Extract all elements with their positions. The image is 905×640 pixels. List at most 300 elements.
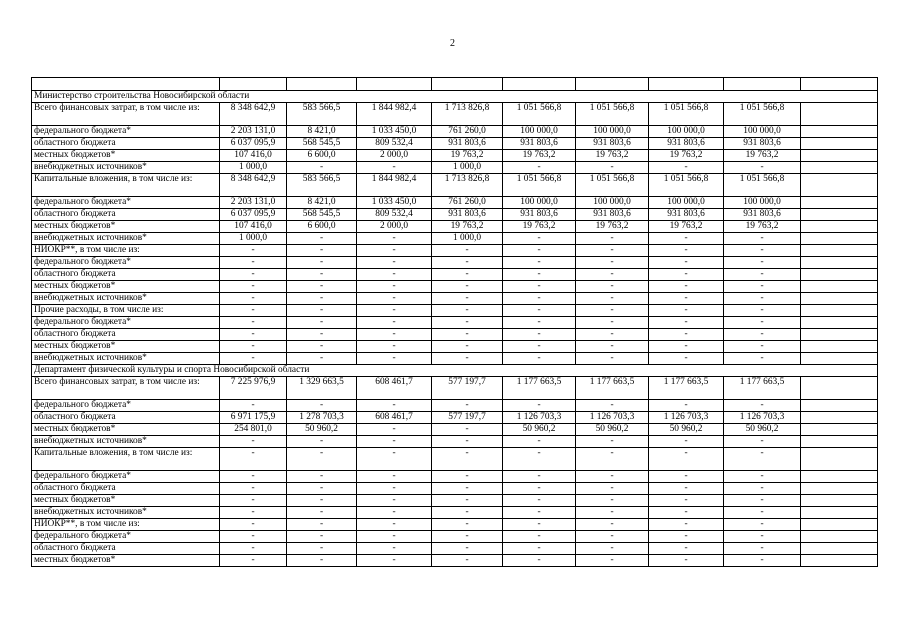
value-cell: - <box>724 305 801 317</box>
value-cell: - <box>432 400 503 412</box>
value-cell <box>801 341 878 353</box>
value-cell: - <box>220 281 287 293</box>
budget-table <box>31 77 878 567</box>
value-cell: - <box>220 400 287 412</box>
row-label: местных бюджетов* <box>32 281 220 293</box>
value-cell: - <box>649 269 724 281</box>
value-cell: - <box>220 293 287 305</box>
value-cell: 8 348 642,9 <box>220 174 287 197</box>
value-cell: 1 051 566,8 <box>576 103 649 126</box>
row-label: местных бюджетов* <box>32 495 220 507</box>
value-cell: - <box>220 436 287 448</box>
value-cell: - <box>649 257 724 269</box>
value-cell: 608 461,7 <box>357 377 432 400</box>
value-cell: - <box>287 400 357 412</box>
value-cell: - <box>503 305 576 317</box>
value-cell: - <box>649 233 724 245</box>
value-cell: - <box>357 281 432 293</box>
value-cell: - <box>724 531 801 543</box>
value-cell: 1 000,0 <box>432 233 503 245</box>
value-cell: 1 126 703,3 <box>576 412 649 424</box>
value-cell: 931 803,6 <box>432 209 503 221</box>
value-cell: 931 803,6 <box>649 138 724 150</box>
value-cell: - <box>432 495 503 507</box>
table-row <box>32 209 878 221</box>
value-cell: - <box>649 531 724 543</box>
value-cell: 1 177 663,5 <box>503 377 576 400</box>
value-cell: 1 844 982,4 <box>357 103 432 126</box>
value-cell: - <box>432 507 503 519</box>
table-row <box>32 436 878 448</box>
value-cell: - <box>503 257 576 269</box>
value-cell: - <box>287 257 357 269</box>
section-title: Министерство строительства Новосибирской области <box>32 91 878 103</box>
row-label: областного бюджета <box>32 269 220 281</box>
value-cell: - <box>220 519 287 531</box>
value-cell: - <box>724 555 801 567</box>
table-row <box>32 519 878 531</box>
value-cell: - <box>649 448 724 471</box>
row-label: областного бюджета <box>32 412 220 424</box>
value-cell: - <box>724 543 801 555</box>
value-cell: - <box>724 495 801 507</box>
section-title: Департамент физической культуры и спорта Новосибирской области <box>32 365 878 377</box>
value-cell: - <box>503 269 576 281</box>
row-label: федерального бюджета* <box>32 471 220 483</box>
value-cell <box>801 317 878 329</box>
value-cell: - <box>432 436 503 448</box>
value-cell: - <box>724 162 801 174</box>
value-cell: - <box>576 293 649 305</box>
value-cell <box>801 221 878 233</box>
value-cell: 1 000,0 <box>220 162 287 174</box>
row-label: федерального бюджета* <box>32 531 220 543</box>
value-cell: - <box>649 471 724 483</box>
table-row <box>32 555 878 567</box>
value-cell: - <box>576 531 649 543</box>
value-cell: - <box>357 293 432 305</box>
value-cell: 19 763,2 <box>432 150 503 162</box>
value-cell: - <box>432 257 503 269</box>
value-cell: 50 960,2 <box>287 424 357 436</box>
value-cell: - <box>503 519 576 531</box>
value-cell <box>801 412 878 424</box>
value-cell: 1 051 566,8 <box>724 103 801 126</box>
value-cell: - <box>649 507 724 519</box>
value-cell: - <box>357 424 432 436</box>
value-cell: - <box>649 341 724 353</box>
row-label: внебюджетных источников* <box>32 353 220 365</box>
row-label: федерального бюджета* <box>32 257 220 269</box>
row-label: местных бюджетов* <box>32 341 220 353</box>
value-cell: - <box>649 400 724 412</box>
value-cell: - <box>220 329 287 341</box>
row-label: федерального бюджета* <box>32 126 220 138</box>
value-cell: 2 000,0 <box>357 221 432 233</box>
value-cell: - <box>724 483 801 495</box>
table-header-row <box>32 78 878 91</box>
value-cell <box>801 329 878 341</box>
value-cell <box>801 424 878 436</box>
row-label: областного бюджета <box>32 138 220 150</box>
value-cell: - <box>724 281 801 293</box>
value-cell <box>801 377 878 400</box>
value-cell: - <box>724 329 801 341</box>
value-cell: 100 000,0 <box>649 126 724 138</box>
value-cell: - <box>503 293 576 305</box>
value-cell: 568 545,5 <box>287 138 357 150</box>
row-label: федерального бюджета* <box>32 317 220 329</box>
value-cell: 583 566,5 <box>287 174 357 197</box>
value-cell <box>801 245 878 257</box>
value-cell: - <box>724 317 801 329</box>
value-cell: - <box>432 519 503 531</box>
value-cell: - <box>649 293 724 305</box>
value-cell: - <box>287 269 357 281</box>
value-cell: - <box>432 483 503 495</box>
value-cell: - <box>287 531 357 543</box>
value-cell: - <box>220 257 287 269</box>
row-label: Капитальные вложения, в том числе из: <box>32 174 220 197</box>
table-row <box>32 495 878 507</box>
table-row <box>32 424 878 436</box>
value-cell: - <box>576 305 649 317</box>
value-cell: - <box>287 341 357 353</box>
value-cell: - <box>287 436 357 448</box>
value-cell: 100 000,0 <box>503 126 576 138</box>
value-cell: 19 763,2 <box>649 150 724 162</box>
value-cell: 1 126 703,3 <box>649 412 724 424</box>
value-cell: - <box>357 400 432 412</box>
value-cell: - <box>432 424 503 436</box>
value-cell <box>801 233 878 245</box>
value-cell: - <box>287 305 357 317</box>
value-cell: 931 803,6 <box>649 209 724 221</box>
value-cell: 100 000,0 <box>724 197 801 209</box>
value-cell: - <box>287 281 357 293</box>
value-cell: 931 803,6 <box>503 138 576 150</box>
section-header-row <box>32 91 878 103</box>
value-cell: 1 713 826,8 <box>432 103 503 126</box>
value-cell: 100 000,0 <box>649 197 724 209</box>
value-cell: 1 126 703,3 <box>503 412 576 424</box>
value-cell: - <box>576 245 649 257</box>
value-cell: 1 033 450,0 <box>357 197 432 209</box>
value-cell: 1 033 450,0 <box>357 126 432 138</box>
value-cell: 1 051 566,8 <box>649 103 724 126</box>
table-row <box>32 543 878 555</box>
value-cell: - <box>432 531 503 543</box>
value-cell: - <box>649 245 724 257</box>
value-cell: - <box>220 555 287 567</box>
value-cell: 19 763,2 <box>649 221 724 233</box>
value-cell: - <box>503 555 576 567</box>
value-cell <box>801 483 878 495</box>
value-cell: - <box>220 341 287 353</box>
value-cell: 1 177 663,5 <box>724 377 801 400</box>
value-cell: 19 763,2 <box>503 150 576 162</box>
value-cell <box>801 103 878 126</box>
table-row <box>32 400 878 412</box>
value-cell: - <box>432 471 503 483</box>
value-cell: - <box>357 495 432 507</box>
table-row <box>32 221 878 233</box>
value-cell <box>801 519 878 531</box>
value-cell: 583 566,5 <box>287 103 357 126</box>
value-cell: 6 600,0 <box>287 221 357 233</box>
value-cell: - <box>220 317 287 329</box>
value-cell: 2 000,0 <box>357 150 432 162</box>
value-cell: - <box>576 233 649 245</box>
row-label: внебюджетных источников* <box>32 507 220 519</box>
value-cell: 1 713 826,8 <box>432 174 503 197</box>
value-cell: - <box>576 555 649 567</box>
value-cell: 1 177 663,5 <box>649 377 724 400</box>
value-cell: 254 801,0 <box>220 424 287 436</box>
value-cell: 931 803,6 <box>724 209 801 221</box>
value-cell: 19 763,2 <box>576 221 649 233</box>
section-header-row <box>32 365 878 377</box>
value-cell: - <box>357 257 432 269</box>
value-cell: - <box>503 436 576 448</box>
value-cell: - <box>357 162 432 174</box>
table-row <box>32 281 878 293</box>
value-cell: - <box>432 353 503 365</box>
row-label: НИОКР**, в том числе из: <box>32 245 220 257</box>
value-cell: - <box>576 162 649 174</box>
value-cell: - <box>287 448 357 471</box>
value-cell: - <box>576 269 649 281</box>
value-cell: - <box>287 519 357 531</box>
table-row <box>32 150 878 162</box>
value-cell: 1 000,0 <box>220 233 287 245</box>
value-cell: - <box>357 448 432 471</box>
row-label: внебюджетных источников* <box>32 162 220 174</box>
value-cell: - <box>287 507 357 519</box>
value-cell: - <box>649 519 724 531</box>
value-cell: - <box>649 543 724 555</box>
value-cell: - <box>576 483 649 495</box>
value-cell: 100 000,0 <box>576 126 649 138</box>
value-cell: - <box>724 436 801 448</box>
value-cell: 761 260,0 <box>432 126 503 138</box>
value-cell: - <box>432 293 503 305</box>
value-cell: - <box>432 269 503 281</box>
value-cell <box>801 471 878 483</box>
value-cell: 7 225 976,9 <box>220 377 287 400</box>
value-cell: 50 960,2 <box>724 424 801 436</box>
table-row <box>32 448 878 471</box>
value-cell <box>801 353 878 365</box>
row-label: внебюджетных источников* <box>32 436 220 448</box>
value-cell: 1 000,0 <box>432 162 503 174</box>
value-cell <box>801 543 878 555</box>
row-label: Прочие расходы, в том числе из: <box>32 305 220 317</box>
row-label: областного бюджета <box>32 209 220 221</box>
table-row <box>32 269 878 281</box>
table-row <box>32 341 878 353</box>
value-cell: - <box>287 329 357 341</box>
value-cell: - <box>220 305 287 317</box>
value-cell: - <box>649 305 724 317</box>
value-cell: - <box>724 471 801 483</box>
value-cell: - <box>357 353 432 365</box>
value-cell: - <box>503 471 576 483</box>
value-cell: 8 421,0 <box>287 126 357 138</box>
table-row <box>32 103 878 126</box>
value-cell: - <box>649 436 724 448</box>
value-cell: 1 051 566,8 <box>503 174 576 197</box>
table-row <box>32 353 878 365</box>
value-cell: - <box>432 341 503 353</box>
value-cell: 1 051 566,8 <box>649 174 724 197</box>
row-label: НИОКР**, в том числе из: <box>32 519 220 531</box>
value-cell: - <box>576 353 649 365</box>
value-cell: - <box>724 448 801 471</box>
value-cell: - <box>432 245 503 257</box>
value-cell: - <box>287 353 357 365</box>
value-cell: - <box>649 353 724 365</box>
value-cell: 1 329 663,5 <box>287 377 357 400</box>
value-cell: - <box>503 341 576 353</box>
row-label: областного бюджета <box>32 329 220 341</box>
row-label: Всего финансовых затрат, в том числе из: <box>32 377 220 400</box>
table-row <box>32 507 878 519</box>
value-cell: - <box>432 543 503 555</box>
value-cell: - <box>576 281 649 293</box>
value-cell: - <box>357 531 432 543</box>
value-cell: 6 600,0 <box>287 150 357 162</box>
value-cell: - <box>287 555 357 567</box>
value-cell: - <box>357 305 432 317</box>
value-cell: - <box>503 400 576 412</box>
table-row <box>32 412 878 424</box>
value-cell: - <box>287 293 357 305</box>
value-cell: - <box>357 329 432 341</box>
row-label: местных бюджетов* <box>32 221 220 233</box>
value-cell: - <box>724 519 801 531</box>
value-cell: - <box>576 448 649 471</box>
row-label: местных бюджетов* <box>32 555 220 567</box>
table-row <box>32 233 878 245</box>
value-cell: - <box>287 471 357 483</box>
value-cell: - <box>649 483 724 495</box>
value-cell: - <box>576 317 649 329</box>
value-cell: 931 803,6 <box>576 138 649 150</box>
value-cell: - <box>503 162 576 174</box>
value-cell: 107 416,0 <box>220 221 287 233</box>
table-row <box>32 126 878 138</box>
value-cell: - <box>503 353 576 365</box>
value-cell: 100 000,0 <box>503 197 576 209</box>
value-cell: - <box>357 245 432 257</box>
row-label: Капитальные вложения, в том числе из: <box>32 448 220 471</box>
value-cell: - <box>287 233 357 245</box>
value-cell: - <box>220 471 287 483</box>
value-cell: - <box>503 507 576 519</box>
value-cell <box>801 448 878 471</box>
value-cell: 809 532,4 <box>357 138 432 150</box>
value-cell <box>801 126 878 138</box>
table-row <box>32 531 878 543</box>
value-cell: 19 763,2 <box>503 221 576 233</box>
value-cell <box>801 305 878 317</box>
value-cell: - <box>576 507 649 519</box>
value-cell: - <box>576 436 649 448</box>
value-cell: - <box>220 531 287 543</box>
value-cell: 2 203 131,0 <box>220 197 287 209</box>
value-cell: 1 126 703,3 <box>724 412 801 424</box>
value-cell: - <box>649 555 724 567</box>
value-cell: - <box>503 483 576 495</box>
value-cell: - <box>220 507 287 519</box>
value-cell: 577 197,7 <box>432 377 503 400</box>
value-cell: 931 803,6 <box>503 209 576 221</box>
value-cell <box>801 138 878 150</box>
value-cell: - <box>357 436 432 448</box>
value-cell: 931 803,6 <box>724 138 801 150</box>
value-cell: 19 763,2 <box>724 221 801 233</box>
row-label: местных бюджетов* <box>32 424 220 436</box>
row-label: внебюджетных источников* <box>32 233 220 245</box>
value-cell: - <box>576 495 649 507</box>
value-cell: - <box>357 471 432 483</box>
table-row <box>32 293 878 305</box>
value-cell: 931 803,6 <box>432 138 503 150</box>
value-cell: 809 532,4 <box>357 209 432 221</box>
value-cell: 577 197,7 <box>432 412 503 424</box>
table-row <box>32 317 878 329</box>
row-label: внебюджетных источников* <box>32 293 220 305</box>
row-label: Всего финансовых затрат, в том числе из: <box>32 103 220 126</box>
value-cell <box>801 507 878 519</box>
value-cell: 50 960,2 <box>503 424 576 436</box>
value-cell: 1 051 566,8 <box>724 174 801 197</box>
value-cell: - <box>432 281 503 293</box>
value-cell: 608 461,7 <box>357 412 432 424</box>
value-cell <box>801 269 878 281</box>
table-row <box>32 197 878 209</box>
value-cell: - <box>220 269 287 281</box>
table-row <box>32 162 878 174</box>
value-cell: - <box>357 233 432 245</box>
row-label: федерального бюджета* <box>32 197 220 209</box>
value-cell: 931 803,6 <box>576 209 649 221</box>
value-cell: - <box>287 483 357 495</box>
value-cell: 1 051 566,8 <box>503 103 576 126</box>
table-row <box>32 329 878 341</box>
value-cell <box>801 495 878 507</box>
page-number: 2 <box>450 38 455 49</box>
value-cell: 6 037 095,9 <box>220 209 287 221</box>
value-cell: 1 177 663,5 <box>576 377 649 400</box>
table-row <box>32 305 878 317</box>
table-row <box>32 257 878 269</box>
value-cell: - <box>724 353 801 365</box>
value-cell: - <box>357 555 432 567</box>
value-cell: - <box>357 317 432 329</box>
value-cell: - <box>503 543 576 555</box>
value-cell: - <box>503 531 576 543</box>
value-cell: - <box>649 317 724 329</box>
value-cell <box>801 257 878 269</box>
value-cell: 50 960,2 <box>649 424 724 436</box>
value-cell: - <box>220 448 287 471</box>
value-cell: 8 348 642,9 <box>220 103 287 126</box>
value-cell <box>801 293 878 305</box>
value-cell: 50 960,2 <box>576 424 649 436</box>
value-cell: 107 416,0 <box>220 150 287 162</box>
